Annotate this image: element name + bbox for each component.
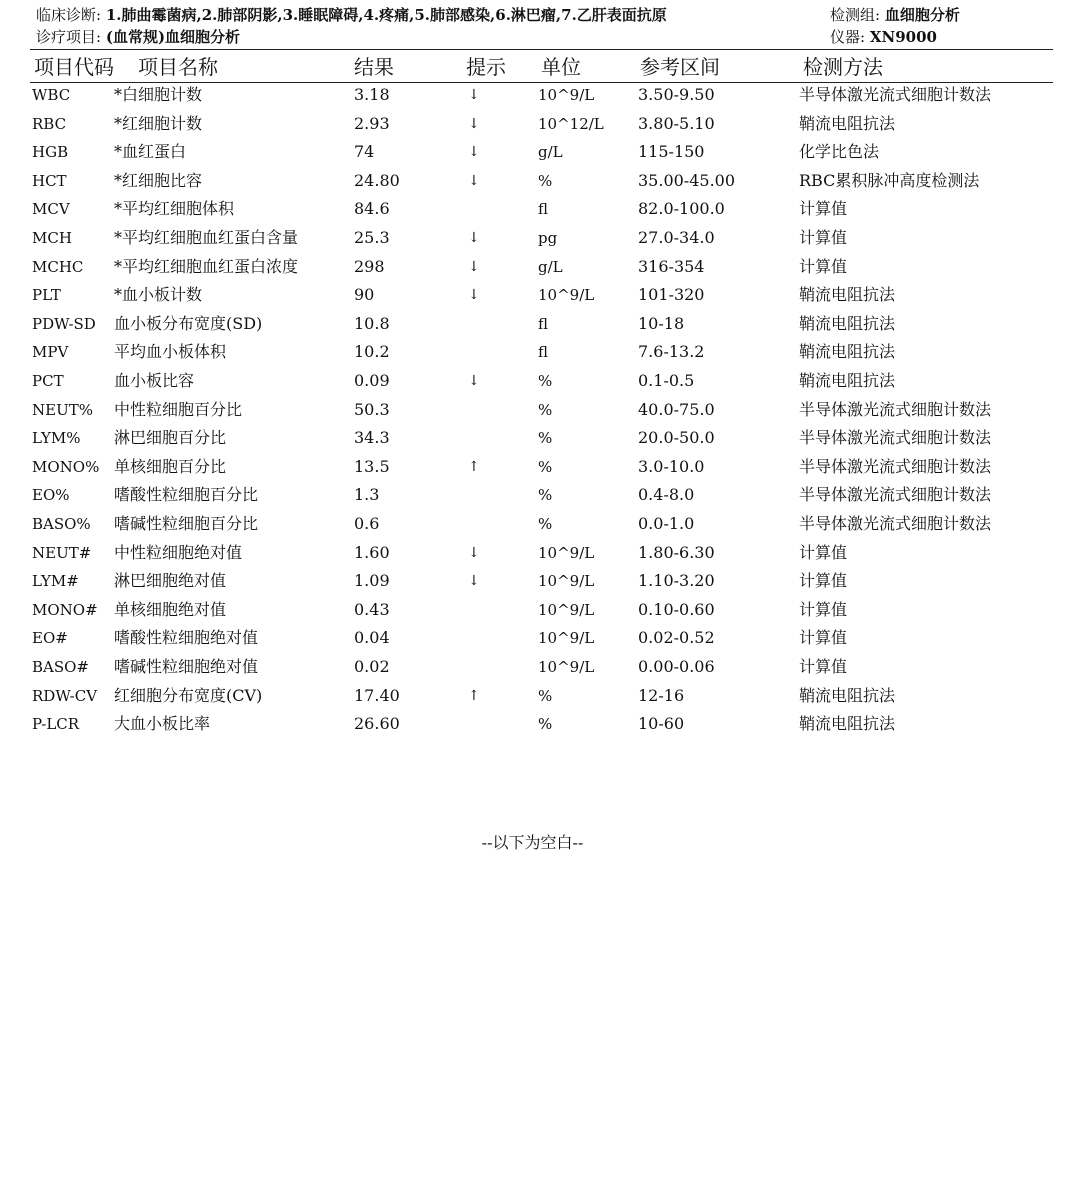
item-name: *血红蛋白 [114,142,187,162]
col-head-result: 结果 [354,55,394,79]
item-code: PLT [32,286,61,305]
table-row [0,197,1065,225]
item-reference: 1.80-6.30 [638,542,715,562]
item-result: 26.60 [354,714,400,734]
item-code: BASO% [32,515,91,533]
item-reference: 0.4-8.0 [638,485,695,505]
table-row [0,312,1065,340]
table-row [0,655,1065,683]
item-unit: g/L [538,143,563,162]
flag-low-icon: ↓ [468,115,480,132]
item-result: 84.6 [354,199,390,219]
test-group-label: 检测组: [830,6,881,24]
item-result: 24.80 [354,170,400,190]
item-reference: 0.1-0.5 [638,371,695,390]
diagnosis-label: 临床诊断: [36,6,102,24]
item-method: 鞘流电阻抗法 [799,313,896,333]
diagnosis-line [36,5,667,25]
item-code: MCHC [32,257,84,276]
item-method: 计算值 [799,571,848,591]
table-row [0,398,1065,426]
item-result: 0.02 [354,657,390,676]
item-method: 鞘流电阻抗法 [799,113,896,133]
table-row [0,455,1065,483]
test-group-value: 血细胞分析 [884,6,960,24]
table-row [0,255,1065,283]
flag-low-icon: ↓ [468,144,480,161]
col-head-code: 项目代码 [34,55,114,79]
item-unit: % [538,686,553,705]
item-code: NEUT% [32,400,93,419]
table-row [0,226,1065,254]
flag-low-icon: ↓ [468,287,480,304]
item-code: MONO% [32,457,100,476]
table-row [0,626,1065,654]
item-name: *平均红细胞血红蛋白含量 [114,228,299,247]
header-top-rule [30,49,1053,50]
item-code: EO% [32,486,70,505]
instrument-line [830,27,937,47]
item-reference: 316-354 [638,256,705,276]
item-result: 90 [354,285,375,305]
item-method: 计算值 [799,628,848,648]
item-code: RDW-CV [32,686,98,705]
item-name: *红细胞计数 [114,113,203,133]
table-row [0,169,1065,197]
item-reference: 27.0-34.0 [638,228,715,247]
item-reference: 7.6-13.2 [638,342,705,362]
item-reference: 1.10-3.20 [638,571,715,591]
item-reference: 40.0-75.0 [638,399,715,419]
item-name: 血小板分布宽度(SD) [114,313,263,333]
item-reference: 0.02-0.52 [638,628,715,648]
item-name: *红细胞比容 [114,170,203,190]
item-result: 2.93 [354,113,390,133]
item-code: LYM# [32,572,79,591]
item-result: 1.3 [354,485,380,505]
item-unit: % [538,429,553,448]
item-result: 10.2 [354,342,390,362]
item-reference: 3.50-9.50 [638,85,715,104]
item-result: 298 [354,256,385,276]
item-reference: 10-18 [638,313,685,333]
item-method: 计算值 [799,256,848,276]
item-reference: 20.0-50.0 [638,428,715,448]
item-result: 1.60 [354,542,390,562]
flag-high-icon: ↑ [468,458,480,475]
item-reference: 10-60 [638,714,685,734]
exam-item-label: 诊疗项目: [36,28,102,46]
item-name: 嗜碱性粒细胞绝对值 [114,657,259,676]
item-method: 鞘流电阻抗法 [799,685,896,705]
item-name: 淋巴细胞百分比 [114,428,227,448]
item-code: NEUT# [32,543,92,562]
item-unit: 10^9/L [538,629,595,648]
table-row [0,712,1065,740]
table-row [0,512,1065,540]
item-result: 17.40 [354,685,400,705]
item-result: 13.5 [354,456,390,476]
item-code: MCH [32,229,72,247]
col-head-reference: 参考区间 [640,55,720,79]
table-row [0,83,1065,111]
item-method: 半导体激光流式细胞计数法 [799,399,992,419]
item-name: 嗜酸性粒细胞绝对值 [114,628,259,648]
col-head-unit: 单位 [541,55,581,79]
item-result: 1.09 [354,571,390,591]
item-name: 淋巴细胞绝对值 [114,571,227,591]
table-row [0,426,1065,454]
item-unit: pg [538,229,558,247]
table-row [0,369,1065,397]
item-unit: 10^12/L [538,114,604,133]
item-unit: % [538,372,553,390]
item-code: WBC [32,86,71,104]
item-reference: 0.10-0.60 [638,599,715,619]
item-method: 鞘流电阻抗法 [799,285,896,305]
item-name: *血小板计数 [114,285,203,305]
item-unit: fl [538,314,549,333]
item-name: 大血小板比率 [114,714,211,734]
table-row [0,483,1065,511]
item-code: RBC [32,114,67,133]
table-row [0,112,1065,140]
item-unit: fl [538,343,549,362]
item-result: 10.8 [354,313,390,333]
item-name: *平均红细胞体积 [114,199,235,219]
exam-item-line [36,27,240,47]
item-name: *白细胞计数 [114,85,203,104]
item-code: PCT [32,372,64,390]
item-unit: 10^9/L [538,658,595,676]
test-group-line [830,5,960,25]
item-reference: 3.80-5.10 [638,113,715,133]
item-result: 0.09 [354,371,390,390]
item-code: HGB [32,143,69,162]
item-code: BASO# [32,658,89,676]
item-code: HCT [32,171,67,190]
blank-below-note: --以下为空白-- [481,833,584,852]
item-name: 平均血小板体积 [114,342,227,362]
item-method: 半导体激光流式细胞计数法 [799,85,992,104]
item-code: EO# [32,629,68,648]
item-name: 中性粒细胞绝对值 [114,542,243,562]
item-method: 计算值 [799,228,848,247]
item-method: 半导体激光流式细胞计数法 [799,428,992,448]
item-unit: 10^9/L [538,86,595,104]
item-method: 化学比色法 [799,142,880,162]
item-unit: g/L [538,257,563,276]
flag-low-icon: ↓ [468,258,480,275]
item-reference: 0.0-1.0 [638,514,695,533]
item-method: 计算值 [799,199,848,219]
item-result: 0.04 [354,628,390,648]
item-name: 红细胞分布宽度(CV) [114,685,263,705]
item-reference: 3.0-10.0 [638,456,705,476]
item-result: 34.3 [354,428,390,448]
item-method: 鞘流电阻抗法 [799,371,896,390]
table-row [0,541,1065,569]
item-unit: % [538,400,553,419]
item-unit: % [538,486,553,505]
item-code: MONO# [32,600,98,619]
item-code: LYM% [32,429,81,448]
item-result: 25.3 [354,228,390,247]
item-method: 计算值 [799,657,848,676]
item-method: 半导体激光流式细胞计数法 [799,485,992,505]
item-result: 74 [354,142,375,162]
item-result: 50.3 [354,399,390,419]
item-method: 计算值 [799,599,848,619]
item-reference: 101-320 [638,285,705,305]
flag-low-icon: ↓ [468,172,480,189]
item-result: 0.43 [354,599,390,619]
item-result: 0.6 [354,514,380,533]
col-head-method: 检测方法 [803,55,883,79]
item-name: 嗜碱性粒细胞百分比 [114,514,259,533]
item-name: 单核细胞百分比 [114,456,227,476]
item-method: 半导体激光流式细胞计数法 [799,514,992,533]
flag-low-icon: ↓ [468,573,480,590]
table-row [0,340,1065,368]
item-name: 单核细胞绝对值 [114,599,227,619]
item-name: 血小板比容 [114,371,195,390]
item-method: 鞘流电阻抗法 [799,342,896,362]
item-unit: 10^9/L [538,600,595,619]
item-unit: 10^9/L [538,572,595,591]
item-method: 鞘流电阻抗法 [799,714,896,734]
item-unit: 10^9/L [538,543,595,562]
item-reference: 12-16 [638,685,685,705]
item-code: P-LCR [32,715,80,734]
table-row [0,140,1065,168]
item-name: 嗜酸性粒细胞百分比 [114,485,259,505]
item-method: RBC累积脉冲高度检测法 [799,170,980,190]
item-unit: % [538,715,553,734]
item-code: MPV [32,343,69,362]
flag-low-icon: ↓ [468,87,480,103]
item-reference: 0.00-0.06 [638,657,715,676]
instrument-label: 仪器: [830,28,866,46]
item-reference: 115-150 [638,142,705,162]
item-unit: % [538,515,553,533]
flag-low-icon: ↓ [468,544,480,561]
diagnosis-value: 1.肺曲霉菌病,2.肺部阴影,3.睡眠障碍,4.疼痛,5.肺部感染,6.淋巴瘤,7.乙肝表面抗原 [105,6,667,24]
table-row [0,569,1065,597]
exam-item-value: (血常规)血细胞分析 [105,28,241,46]
item-result: 3.18 [354,85,390,104]
instrument-value: XN9000 [869,28,937,46]
item-name: *平均红细胞血红蛋白浓度 [114,256,299,276]
table-row [0,598,1065,626]
item-unit: 10^9/L [538,286,595,305]
item-unit: % [538,457,553,476]
item-unit: fl [538,200,549,219]
flag-low-icon: ↓ [468,230,480,246]
item-reference: 82.0-100.0 [638,199,725,219]
table-row [0,283,1065,311]
table-row [0,684,1065,712]
item-reference: 35.00-45.00 [638,170,736,190]
item-code: MCV [32,200,70,219]
flag-high-icon: ↑ [468,687,480,704]
item-unit: % [538,171,553,190]
col-head-name: 项目名称 [138,55,218,79]
item-method: 半导体激光流式细胞计数法 [799,456,992,476]
col-head-flag: 提示 [466,55,506,79]
item-name: 中性粒细胞百分比 [114,399,243,419]
flag-low-icon: ↓ [468,373,480,389]
item-method: 计算值 [799,542,848,562]
item-code: PDW-SD [32,314,96,333]
